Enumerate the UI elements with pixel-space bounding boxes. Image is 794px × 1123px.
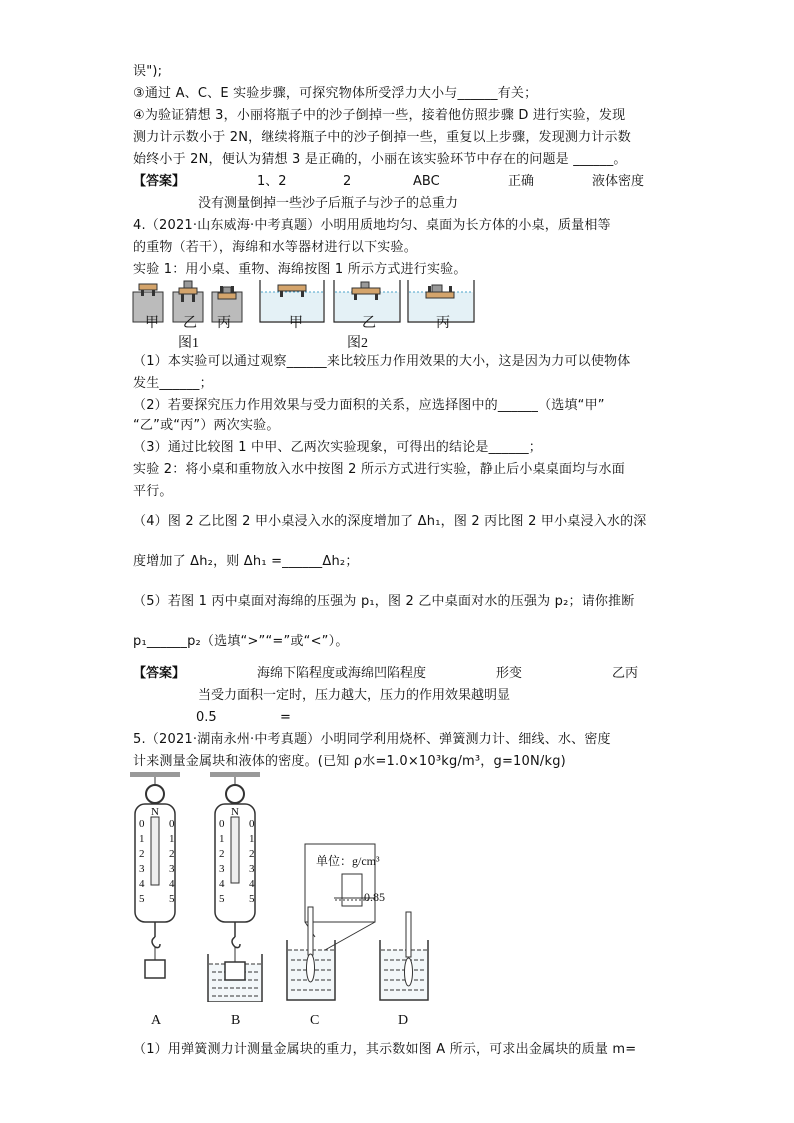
answer-value: 当受力面积一定时，压力越大，压力的作用效果越明显 <box>198 688 511 703</box>
text-line: 度增加了 Δh₂，则 Δh₁ =______Δh₂； <box>133 554 359 569</box>
figure-label: D <box>398 1013 409 1028</box>
newton-mark: N <box>231 806 239 818</box>
text-line: ④为验证猜想 3，小丽将瓶子中的沙子倒掉一些，接着他仿照步骤 D 进行实验，发现 <box>133 108 626 123</box>
scale-number: 1 <box>169 833 175 845</box>
answer-tag: 【答案】 <box>133 174 186 189</box>
text-line: 实验 2：将小桌和重物放入水中按图 2 所示方式进行实验，静止后小桌桌面均与水面 <box>133 462 625 477</box>
scale-number: 0 <box>249 818 255 830</box>
text-line: （5）若图 1 丙中桌面对海绵的压强为 p₁，图 2 乙中桌面对水的压强为 p₂；请你推断 <box>133 594 635 609</box>
spring-scale-a <box>130 772 180 978</box>
answer-value: = <box>280 710 291 725</box>
scale-number: 5 <box>249 893 255 905</box>
scale-number: 1 <box>249 833 255 845</box>
text-line: （3）通过比较图 1 中甲、乙两次实验现象，可得出的结论是______； <box>133 440 543 455</box>
answer-value: 0.5 <box>196 710 217 725</box>
hydrometer-reading: 0.85 <box>364 890 385 904</box>
figure-label: B <box>231 1013 241 1028</box>
scale-number: 1 <box>139 833 145 845</box>
scale-number: 5 <box>219 893 225 905</box>
question-5-stem: 5.（2021·湖南永州·中考真题）小明同学利用烧杯、弹簧测力计、细线、水、密度 <box>133 732 611 747</box>
answer-value: 乙丙 <box>612 666 639 681</box>
text-line: “乙”或“丙”）两次实验。 <box>133 418 280 433</box>
figure-label: C <box>310 1013 320 1028</box>
text-line: 误"); <box>133 64 163 79</box>
answer-value: 1、2 <box>257 174 287 189</box>
beaker-d <box>380 912 428 1000</box>
scale-number: 1 <box>219 833 225 845</box>
text-line: （4）图 2 乙比图 2 甲小桌浸入水的深度增加了 Δh₁，图 2 丙比图 2 甲小桌浸入水的深 <box>133 514 647 529</box>
scale-number: 3 <box>249 863 255 875</box>
figure-label: 乙 <box>362 316 376 331</box>
scale-number: 5 <box>139 893 145 905</box>
text-line: ③通过 A、C、E 实验步骤，可探究物体所受浮力大小与______有关； <box>133 86 538 101</box>
figure-1-2-illustration <box>128 276 488 328</box>
answer-value: 液体密度 <box>592 174 645 189</box>
answer-value: 没有测量倒掉一些沙子后瓶子与沙子的总重力 <box>198 196 459 211</box>
text-line: （1）本实验可以通过观察______来比较压力作用效果的大小，这是因为力可以使物体 <box>133 354 631 369</box>
answer-value: 正确 <box>508 174 535 189</box>
text-line: 实验 1：用小桌、重物、海绵按图 1 所示方式进行实验。 <box>133 262 467 277</box>
scale-number: 2 <box>249 848 255 860</box>
scale-number: 0 <box>139 818 145 830</box>
text-line: 计来测量金属块和液体的密度。(已知 ρ水=1.0×10³kg/m³，g=10N/kg) <box>133 754 566 769</box>
answer-value: 形变 <box>496 666 523 681</box>
scale-number: 2 <box>219 848 225 860</box>
scale-number: 0 <box>219 818 225 830</box>
text-line: 始终小于 2N，便认为猜想 3 是正确的，小丽在该实验环节中存在的问题是 ______。 <box>133 152 627 167</box>
scale-number: 0 <box>169 818 175 830</box>
figure-label: 丙 <box>436 316 450 331</box>
figure-label: 甲 <box>289 316 303 331</box>
answer-value: 2 <box>343 174 352 189</box>
figure-label: A <box>151 1013 162 1028</box>
text-line: 发生______； <box>133 376 213 391</box>
text-line: 平行。 <box>133 484 173 499</box>
text-line: 测力计示数小于 2N，继续将瓶子中的沙子倒掉一些，重复以上步骤，发现测力计示数 <box>133 130 631 145</box>
scale-number: 4 <box>139 878 145 890</box>
figure-caption: 图1 <box>178 336 199 351</box>
answer-tag: 【答案】 <box>133 666 186 681</box>
text-line: （1）用弹簧测力计测量金属块的重力，其示数如图 A 所示，可求出金属块的质量 m= <box>133 1042 637 1057</box>
answer-value: 海绵下陷程度或海绵凹陷程度 <box>257 666 427 681</box>
scale-number: 3 <box>139 863 145 875</box>
density-unit-label: 单位：g/cm³ <box>316 854 380 868</box>
scale-number: 4 <box>169 878 175 890</box>
scale-number: 4 <box>219 878 225 890</box>
scale-number: 2 <box>139 848 145 860</box>
scale-number: 3 <box>169 863 175 875</box>
answer-value: ABC <box>413 174 440 189</box>
figure-label: 丙 <box>217 316 231 331</box>
figure-5-illustration <box>130 772 450 1002</box>
text-line: 的重物（若干），海绵和水等器材进行以下实验。 <box>133 240 417 255</box>
scale-number: 2 <box>169 848 175 860</box>
newton-mark: N <box>151 806 159 818</box>
scale-number: 5 <box>169 893 175 905</box>
figure-label: 乙 <box>183 316 197 331</box>
question-4-stem: 4.（2021·山东威海·中考真题）小明用质地均匀、桌面为长方体的小桌，质量相等 <box>133 218 611 233</box>
figure-label: 甲 <box>145 316 159 331</box>
scale-number: 4 <box>249 878 255 890</box>
text-line: （2）若要探究压力作用效果与受力面积的关系，应选择图中的______（选填“甲” <box>133 398 605 413</box>
text-line: p₁______p₂（选填“>”“=”或“<”）。 <box>133 634 349 649</box>
figure-caption: 图2 <box>347 336 368 351</box>
scale-number: 3 <box>219 863 225 875</box>
